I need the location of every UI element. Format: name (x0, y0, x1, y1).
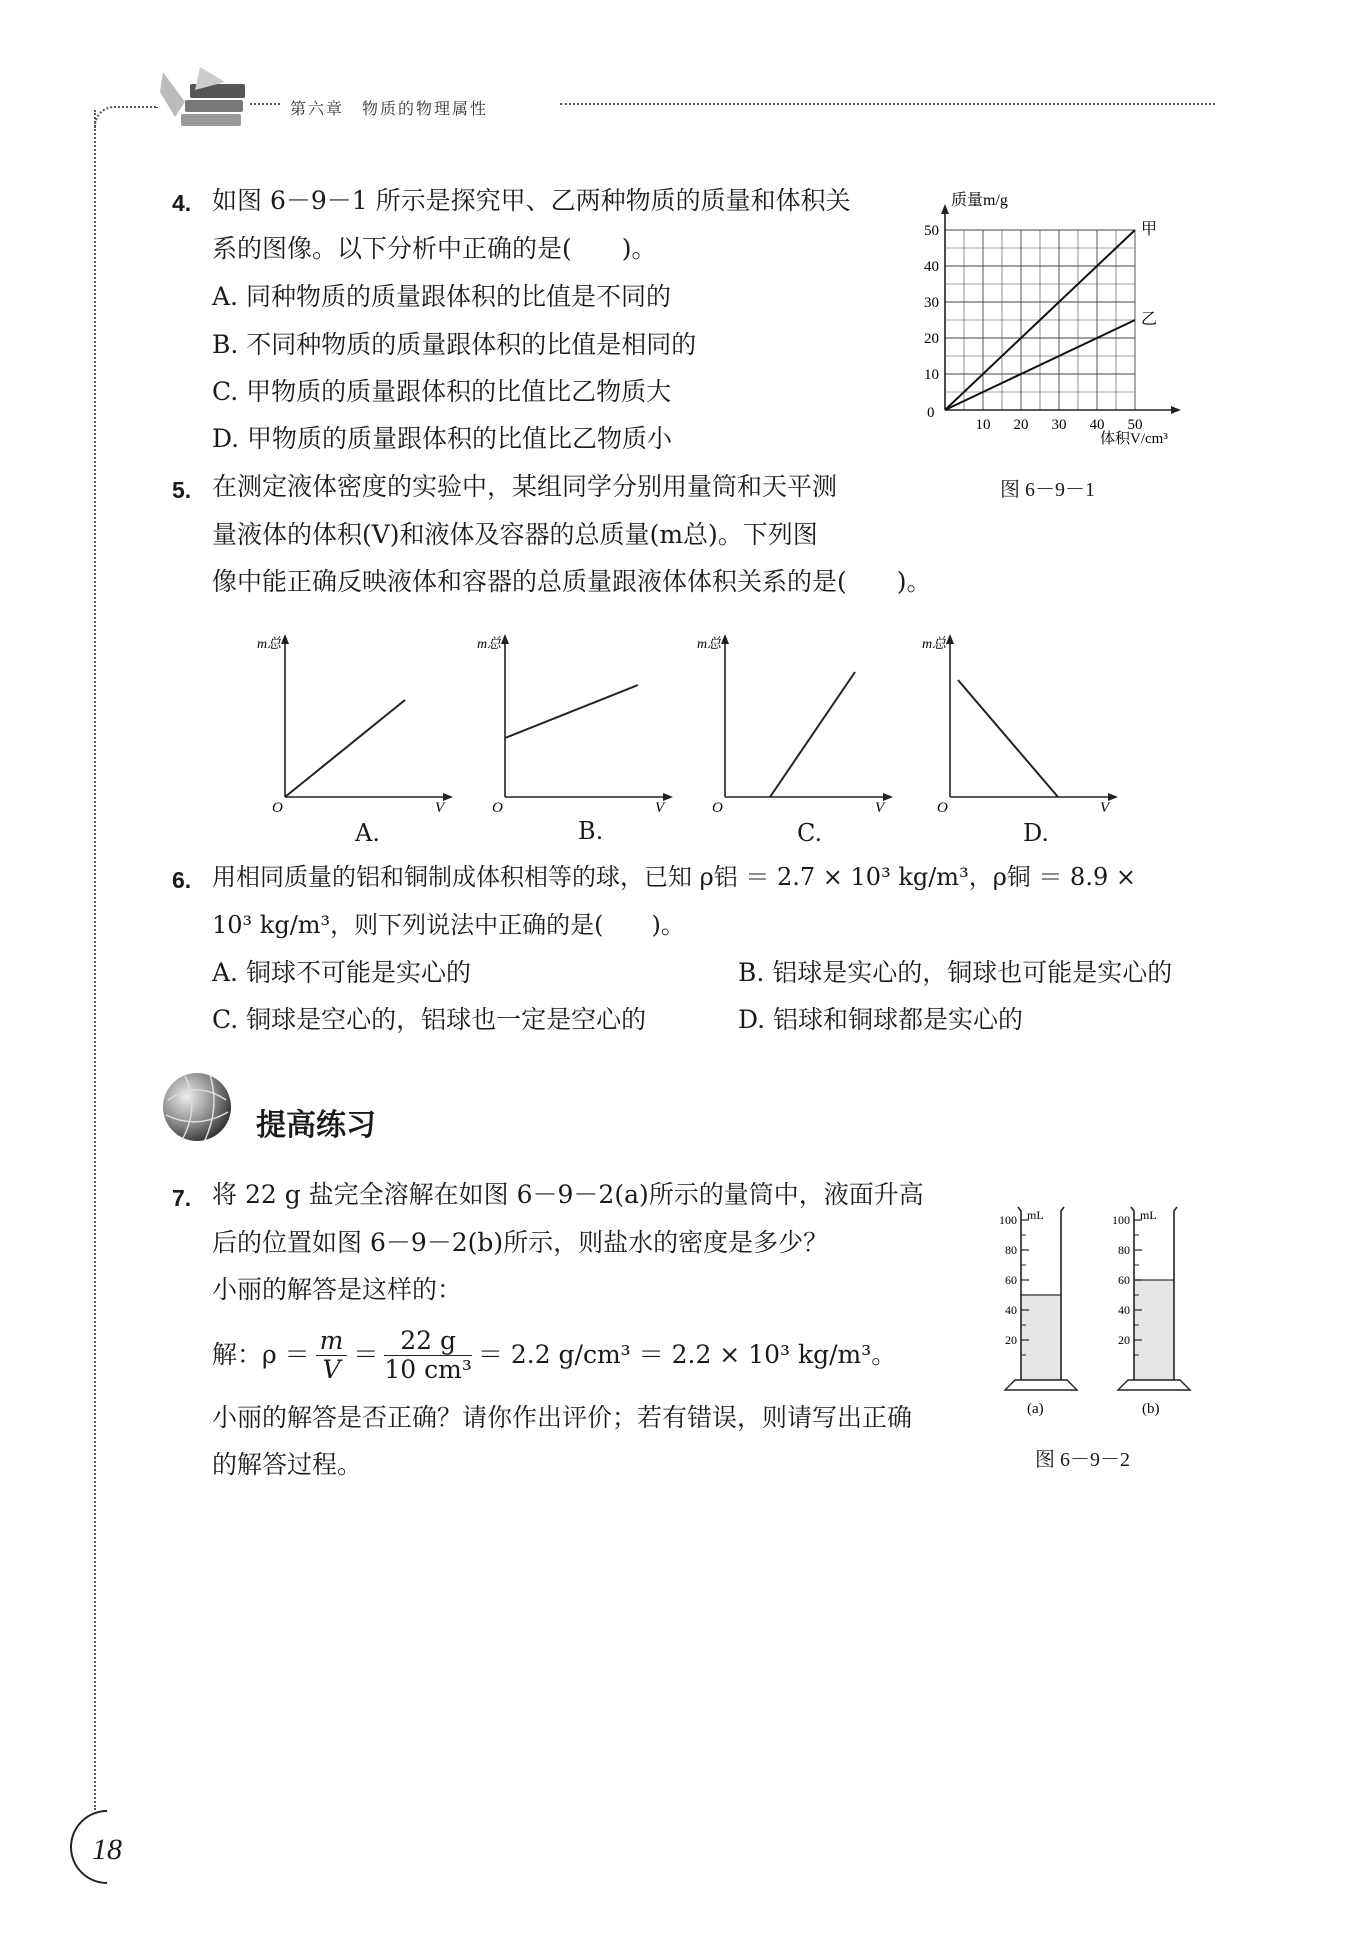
graph-y-label: m总 (922, 637, 947, 652)
graph-origin: O (937, 800, 948, 812)
chapter-title: 第六章 物质的物理属性 (290, 99, 489, 118)
y-tick-label: 40 (924, 259, 939, 275)
cylinder-base (1118, 1380, 1190, 1390)
x-axis-arrow (1171, 406, 1181, 414)
scale-label: 60 (1005, 1273, 1017, 1287)
graph-c (695, 632, 895, 812)
x-tick-label: 20 (1013, 417, 1029, 433)
option-c: C. 甲物质的质量跟体积的比值比乙物质大 (212, 377, 672, 406)
question-text: 像中能正确反映液体和容器的总质量跟液体体积关系的是( )。 (212, 567, 932, 596)
liquid (1134, 1280, 1174, 1380)
fraction-denominator: 10 cm³ (384, 1354, 472, 1384)
question-text: 10³ kg/m³，则下列说法中正确的是( )。 (212, 911, 685, 939)
option-c: C. 铜球是空心的，铝球也一定是空心的 (212, 1005, 647, 1034)
equals-sign: ＝ (353, 1340, 379, 1369)
scale-label: 40 (1005, 1303, 1017, 1317)
section-title: 提高练习 (256, 1108, 376, 1143)
origin-label: 0 (927, 405, 935, 421)
section-globe-icon (160, 1070, 235, 1145)
question-text: 系的图像。以下分析中正确的是( )。 (212, 234, 657, 263)
header-book-icon (155, 62, 255, 142)
fraction-m-over-v (316, 1327, 348, 1384)
question-text: 小丽的解答是否正确？请你作出评价；若有错误，则请写出正确 (212, 1403, 913, 1432)
x-tick-label: 10 (975, 417, 991, 433)
graph-x-label: V (435, 800, 445, 812)
question-text: 如图 6－9－1 所示是探究甲、乙两种物质的质量和体积关 (212, 186, 851, 215)
graph-y-label: m总 (257, 637, 282, 652)
y-axis-label: 质量m/g (951, 192, 1008, 209)
graph-x-label: V (875, 800, 885, 812)
figure-caption: 图 6－9－2 (1035, 1449, 1130, 1471)
graduated-cylinders (985, 1195, 1210, 1425)
fraction-values (384, 1327, 472, 1384)
graph-d (920, 632, 1120, 812)
graph-origin: O (272, 800, 283, 812)
graph-origin: O (492, 800, 503, 812)
graph-b (475, 632, 675, 812)
scale-label: 80 (1118, 1243, 1130, 1257)
option-d: D. 铝球和铜球都是实心的 (738, 1005, 1024, 1034)
fraction-numerator: 22 g (384, 1327, 472, 1356)
unit-label: mL (1027, 1208, 1044, 1222)
series-label: 乙 (1141, 311, 1158, 328)
graph-x-label: V (655, 800, 665, 812)
header-dotted-rule-left (250, 103, 280, 105)
question-number: 5. (172, 477, 192, 503)
fraction-denominator: V (322, 1354, 341, 1384)
scale-label: 80 (1005, 1243, 1017, 1257)
chart-series (945, 220, 1157, 410)
graph-x-label: V (1100, 800, 1110, 812)
option-b: B. 不同种物质的质量跟体积的比值是相同的 (212, 330, 697, 359)
scale-label: 60 (1118, 1273, 1130, 1287)
y-tick-label: 30 (924, 295, 939, 311)
question-text: 将 22 g 盐完全溶解在如图 6－9－2(a)所示的量筒中，液面升高 (212, 1180, 924, 1209)
y-tick-label: 20 (924, 331, 939, 347)
graph-y-label: m总 (477, 637, 502, 652)
solution-result: ＝ 2.2 g/cm³ ＝ 2.2 × 10³ kg/m³。 (477, 1340, 897, 1369)
question-text: 用相同质量的铝和铜制成体积相等的球，已知 ρ铝 ＝ 2.7 × 10³ kg/m³，ρ铜 ＝ 8.9 × (212, 863, 1136, 891)
x-tick-label: 40 (1089, 417, 1105, 433)
graph-label-d: D. (1023, 819, 1050, 847)
graph-label-a: A. (355, 819, 380, 847)
series-label: 甲 (1141, 221, 1158, 238)
question-number: 4. (172, 190, 192, 216)
margin-dotted-line (94, 110, 96, 1810)
option-b: B. 铝球是实心的，铜球也可能是实心的 (738, 958, 1173, 987)
page-number: 18 (92, 1833, 122, 1866)
mass-volume-chart (905, 185, 1195, 455)
x-tick-label: 50 (1127, 417, 1143, 433)
y-axis-arrow (941, 204, 949, 214)
cylinder-a-label: (a) (1027, 1401, 1044, 1417)
y-tick-label: 10 (924, 367, 939, 383)
cylinder-a (999, 1207, 1077, 1390)
question-text: 的解答过程。 (212, 1450, 363, 1479)
question-text: 在测定液体密度的实验中，某组同学分别用量筒和天平测 (212, 472, 838, 501)
cylinder-b (1112, 1207, 1190, 1390)
figure-caption: 图 6－9－1 (1000, 479, 1095, 501)
margin-dotted-corner (94, 106, 158, 128)
cylinder-b-label: (b) (1142, 1401, 1160, 1417)
scale-label: 20 (1118, 1333, 1130, 1347)
option-a: A. 同种物质的质量跟体积的比值是不同的 (212, 282, 671, 311)
scale-label: 40 (1118, 1303, 1130, 1317)
x-tick-label: 30 (1051, 417, 1067, 433)
scale-label: 100 (1112, 1213, 1130, 1227)
cylinder-base (1005, 1380, 1077, 1390)
graph-a (255, 632, 455, 812)
question-text: 量液体的体积(V)和液体及容器的总质量(m总)。下列图 (212, 520, 818, 549)
solution-line (212, 1325, 896, 1385)
scale-label: 20 (1005, 1333, 1017, 1347)
fraction-numerator: m (316, 1327, 348, 1356)
unit-label: mL (1140, 1208, 1157, 1222)
option-a: A. 铜球不可能是实心的 (212, 958, 471, 987)
option-d: D. 甲物质的质量跟体积的比值比乙物质小 (212, 424, 673, 453)
scale-label: 100 (999, 1213, 1017, 1227)
y-tick-label: 50 (924, 223, 939, 239)
header-dotted-rule (560, 103, 1215, 105)
graph-label-c: C. (797, 819, 823, 847)
question-text: 后的位置如图 6－9－2(b)所示，则盐水的密度是多少？ (212, 1228, 829, 1257)
question-number: 7. (172, 1185, 192, 1211)
question-text: 小丽的解答是这样的： (212, 1275, 463, 1304)
question-number: 6. (172, 867, 192, 893)
graph-y-label: m总 (697, 637, 722, 652)
solution-prefix: 解：ρ ＝ (212, 1340, 310, 1369)
liquid (1021, 1295, 1061, 1380)
x-axis-label: 体积V/cm³ (1100, 431, 1168, 447)
graph-origin: O (712, 800, 723, 812)
graph-label-b: B. (578, 817, 604, 845)
